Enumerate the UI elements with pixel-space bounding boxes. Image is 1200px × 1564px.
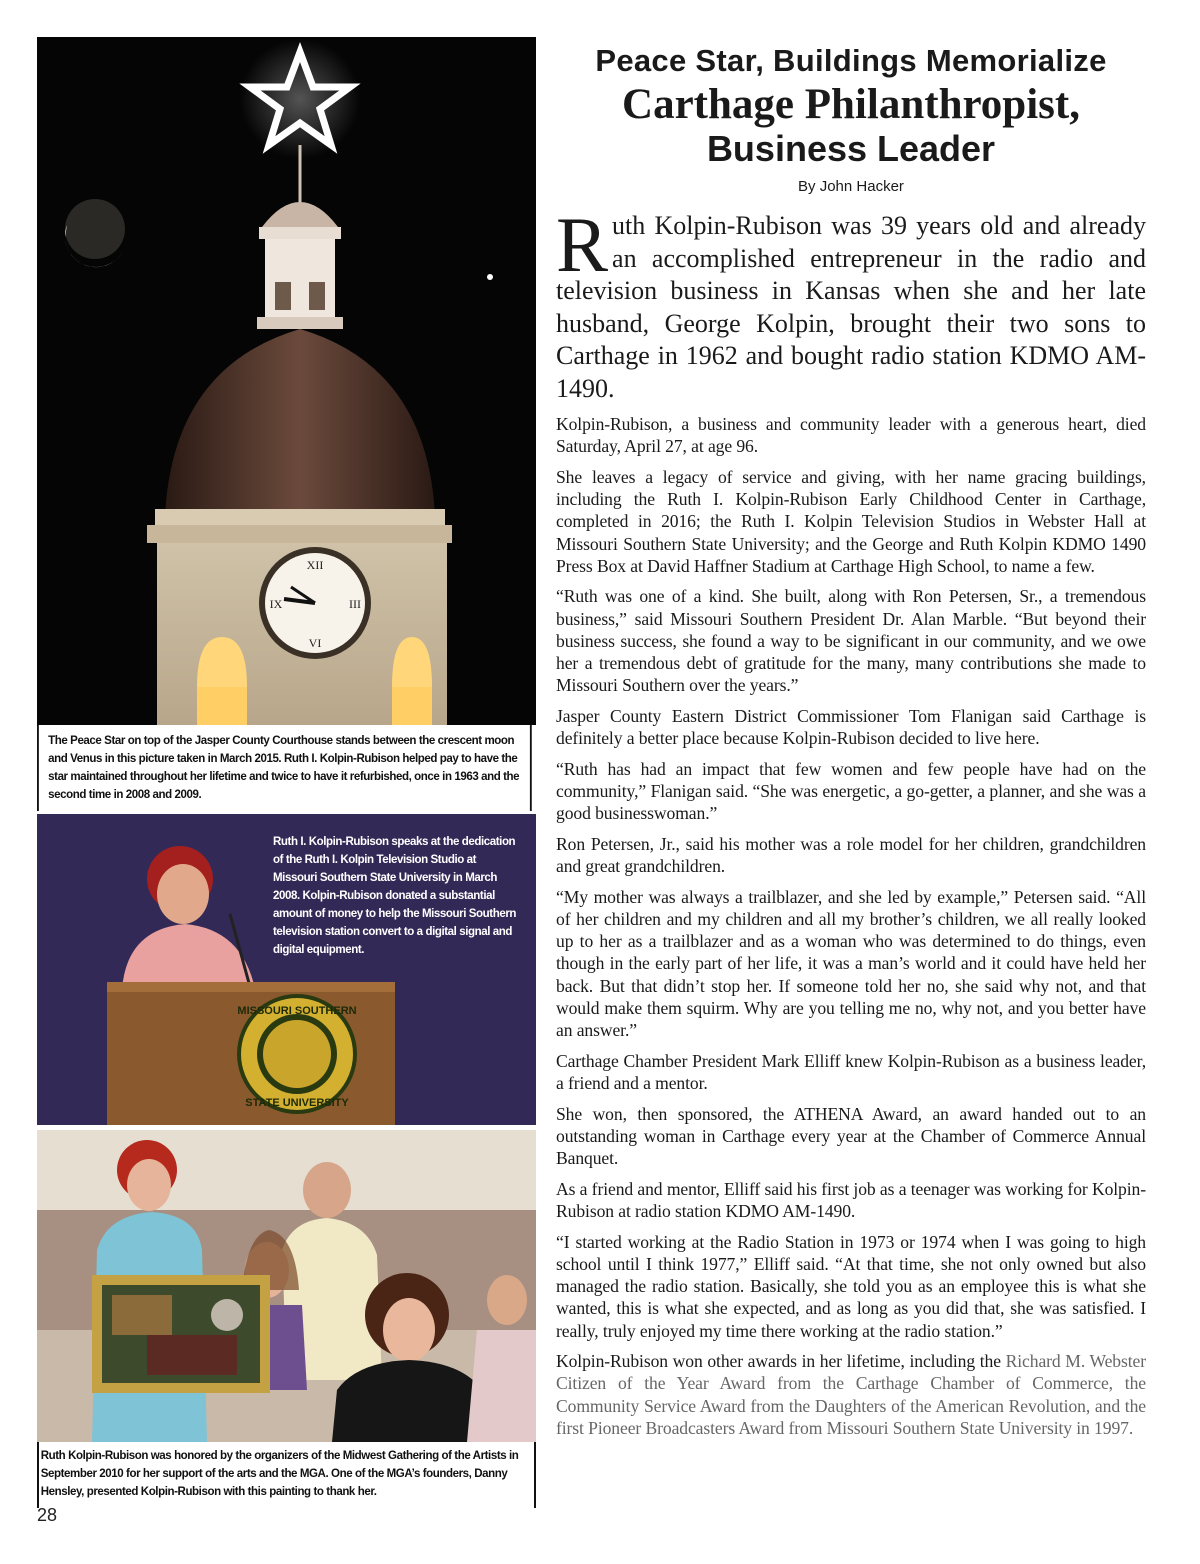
paragraph: As a friend and mentor, Elliff said his first job as a teenager was working for Kolpin-Rubison at radio station KDMO AM-1490. [556,1178,1146,1221]
main-headline: Carthage Philanthropist, [622,81,1080,128]
paragraph: “Ruth was one of a kind. She built, along with Ron Petersen, Sr., a tremendous business,” said Missouri Southern President Dr. Alan Marble. “But beyond their business success, she found a way to be significant in our community, and we owe her a tremendous debt of gratitude for the many, many contributions she made to Missouri Southern over the years.” [556,586,1146,696]
page-number: 28 [37,1505,58,1525]
paragraph: “I started working at the Radio Station in 1973 or 1974 when I was going to high school until I think 1977,” Elliff said. “At that time, she not only owned but also managed the radio station. Basically, she told you as an employee this is what she wanted, this is what she expected, and as long as you did that, she was satisfied. I really, truly enjoyed my time there working at the radio station.” [556,1231,1146,1341]
drop-cap: R [556,201,609,288]
last-paragraph-start: Kolpin-Rubison won other awards in her lifetime, including the [556,1351,1006,1372]
svg-text:IX: IX [269,597,283,611]
photo2-caption: Ruth I. Kolpin-Rubison speaks at the dedication of the Ruth I. Kolpin Television Studio at Missouri Southern State University in March 2008. Kolpin-Rubison donated a substantial amount of money to help the Missouri Southern television station convert to a digital signal and digital equipment. [273,834,517,956]
last-paragraph-end: Richard M. Webster Citizen of the Year Award from the Carthage Chamber of Commerce, the Community Service Award from the Daughters of the American Revolution, and the first Pioneer Broadcasters Award from Missouri Southern State University in 1997. [556,1351,1146,1438]
byline: By John Hacker [798,178,904,195]
article [556,40,1146,1448]
paragraph: She leaves a legacy of service and giving, with her name gracing buildings, including the Ruth I. Kolpin-Rubison Early Childhood Center in Carthage, completed in 2016; the Ruth I. Kolpin Television Studios in Webster Hall at Missouri Southern State University; and the George and Ruth Kolpin KDMO 1490 Press Box at David Haffner Stadium at Carthage High School, to name a few. [556,466,1146,576]
paragraph: Kolpin-Rubison, a business and community leader with a generous heart, died Saturday, April 27, at age 96. [556,414,1146,457]
lede-text: uth Kolpin-Rubison was 39 years old and already an accomplished entrepreneur in the radio and television business in Kansas when she and her late husband, George Kolpin, brought their two sons to Carthage in 1962 and bought radio station KDMO AM-1490. [556,211,1146,403]
painting-presentation-photo [37,1130,536,1442]
seal-top-text: MISSOURI SOUTHERN [237,1005,357,1017]
paragraph: Ron Petersen, Jr., said his mother was a role model for her children, grandchildren and great grandchildren. [556,833,1146,877]
courthouse-photo [37,37,536,725]
svg-text:XII: XII [306,558,324,572]
paragraph: “Ruth has had an impact that few women and few people have had on the community,” Flanigan said. “She was energetic, a go-getter, a planner, and she was a good businesswoman.” [556,758,1146,824]
kicker-headline: Peace Star, Buildings Memorialize [595,43,1107,78]
main-headline-line2: Business Leader [706,128,996,169]
svg-text:VI: VI [308,636,322,650]
lede-paragraph [556,201,1146,405]
paragraph: Carthage Chamber President Mark Elliff knew Kolpin-Rubison as a business leader, a friend and a mentor. [556,1050,1146,1093]
paragraph-last [556,1350,1146,1439]
paragraph: Jasper County Eastern District Commissioner Tom Flanigan said Carthage is definitely a better place because Kolpin-Rubison decided to live here. [556,705,1146,749]
svg-text:III: III [349,597,361,611]
paragraph: “My mother was always a trailblazer, and she led by example,” Petersen said. “All of her children and my children and all my brother’s children, we all really looked up to her as a trailblazer and as a woman who was determined to do things, even though in the early part of her life, it was a man’s world and it could have held her back. But that didn’t stop her. If someone told her no, she said why not, and that would make them squirm. Why are you telling me no, why not, and you better have an answer.” [556,886,1146,1041]
photo3-caption: Ruth Kolpin-Rubison was honored by the organizers of the Midwest Gathering of the Artists in September 2010 for her support of the arts and the MGA. One of the MGA’s founders, Danny Hensley, presented Kolpin-Rubison with this painting to thank her. [40,1448,519,1498]
seal-bottom-text: STATE UNIVERSITY [245,1097,349,1109]
paragraph: She won, then sponsored, the ATHENA Award, an award handed out to an outstanding woman in Carthage every year at the Chamber of Commerce Annual Banquet. [556,1103,1146,1169]
photo1-caption: The Peace Star on top of the Jasper County Courthouse stands between the crescent moon and Venus in this picture taken in March 2015. Ruth I. Kolpin-Rubison helped pay to have the star maintained throughout her lifetime and twice to have it refurbished, once in 1963 and the second time in 2008 and 2009. [37,725,532,811]
